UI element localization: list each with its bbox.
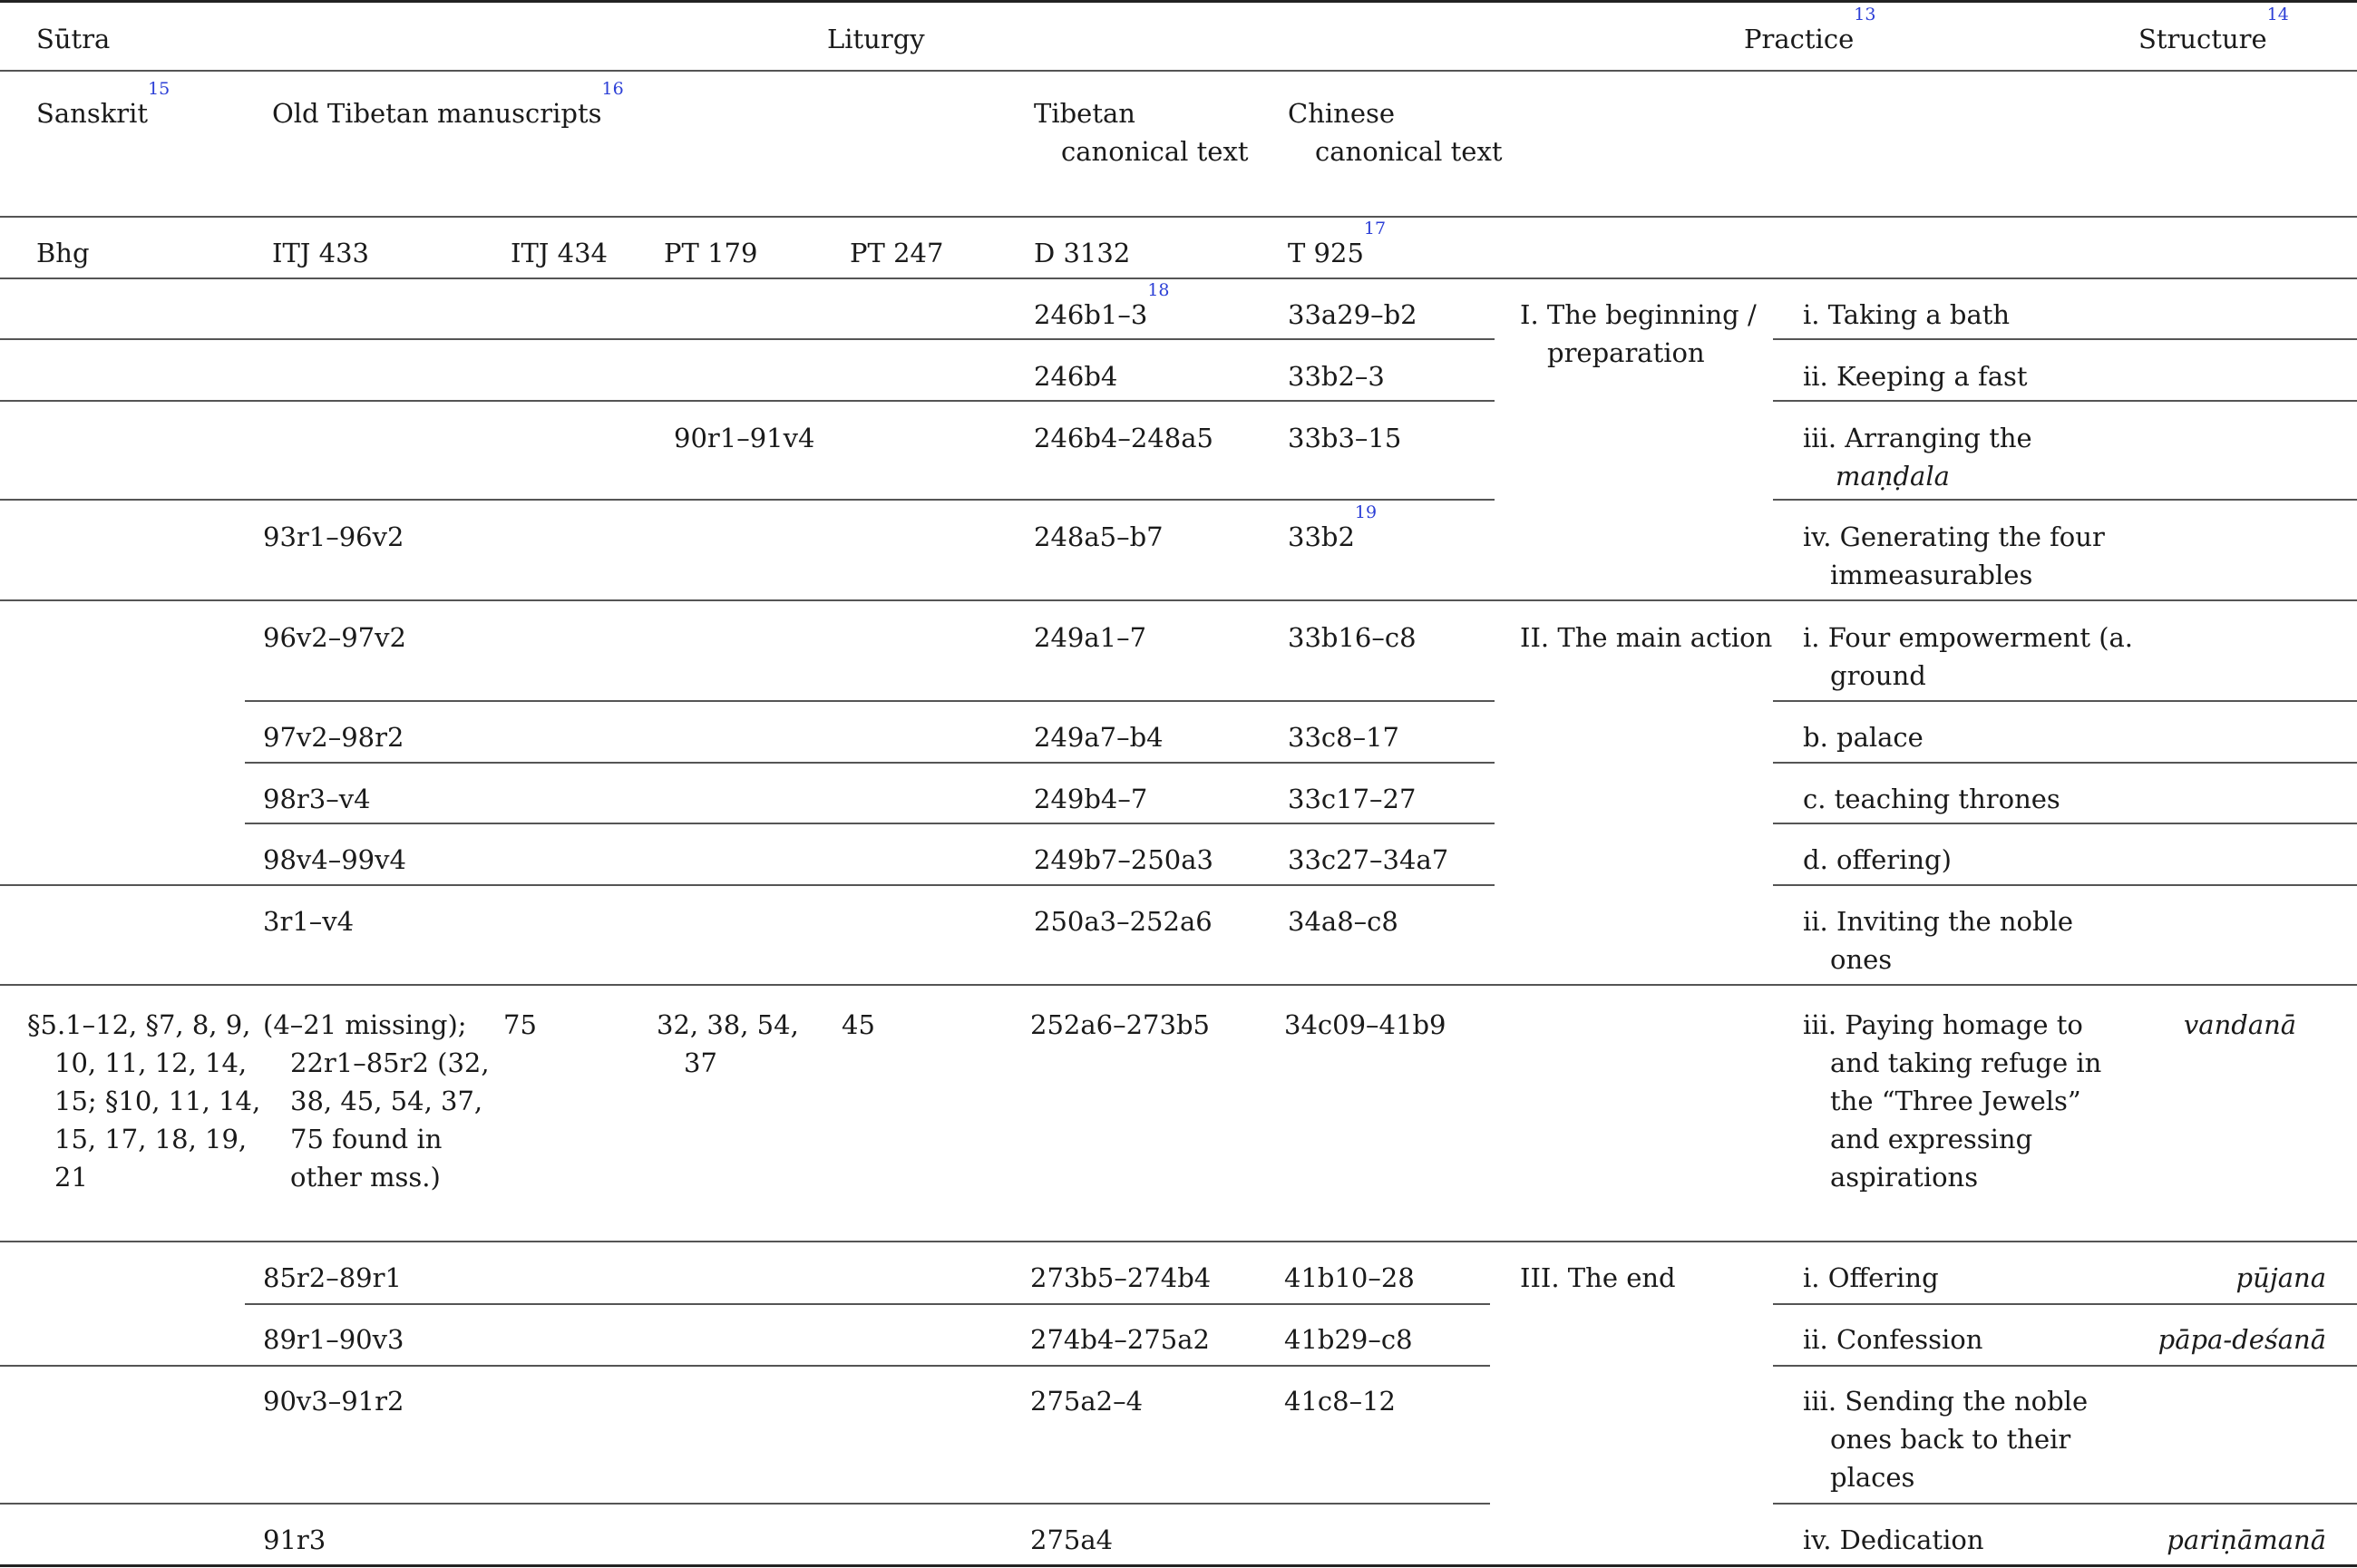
rule: [0, 1241, 2357, 1242]
footnote-ref[interactable]: 17: [1363, 219, 1387, 239]
cell-d: 246b4–248a5: [1034, 423, 1213, 453]
footnote-ref[interactable]: 19: [1354, 502, 1378, 522]
cell-d: 249a1–7: [1034, 622, 1147, 653]
cell-structure-term: maṇḍala: [1836, 461, 1950, 492]
header-sutra: Sūtra: [36, 24, 111, 54]
header-practice: Practice$^{13}$: [1744, 5, 1876, 54]
cell-d: $246b1-3^{18}$: [1034, 280, 1170, 330]
cell-itj433: 98v4–99v4: [263, 844, 406, 875]
cell-d: 249a7–b4: [1034, 722, 1164, 753]
cell-structure: iv. Dedication: [1803, 1524, 1984, 1555]
cell-structure: ii. Inviting the noble ones: [1803, 906, 2074, 975]
cell-itj433: 3r1–v4: [263, 906, 355, 937]
cell-structure: ii. Confession: [1803, 1324, 1983, 1355]
header-tibetan-canonical: Tibetan canonical text: [1034, 98, 1249, 167]
cell-structure: iii. Arranging the: [1803, 423, 2032, 453]
rule: [0, 400, 1495, 402]
cell-term: pāpa-deśanā: [2157, 1324, 2326, 1355]
cell-t: 41b10–28: [1284, 1262, 1415, 1293]
rule: [0, 1503, 1490, 1505]
header-structure: Structure$^{14}$: [2138, 5, 2289, 54]
cell-d: 248a5–b7: [1034, 521, 1164, 552]
rule: [0, 599, 2357, 601]
header-itj433: ITJ 433: [272, 238, 369, 268]
header-t925: T $925^{17}$: [1288, 219, 1387, 268]
cell-itj433: 97v2–98r2: [263, 722, 404, 753]
cell-t: 41c8–12: [1284, 1386, 1396, 1417]
cell-structure: iii. Paying homage to and taking refuge in the “Three Jewels” and expressing aspirations: [1803, 1009, 2102, 1193]
cell-term: pūjana: [2235, 1262, 2326, 1293]
cell-d: 250a3–252a6: [1034, 906, 1213, 937]
rule: [0, 884, 1495, 886]
cell-t: 33b16–c8: [1288, 622, 1417, 653]
cell-t: 34c09–41b9: [1284, 1009, 1446, 1040]
cell-structure: iv. Generating the four immeasurables: [1803, 521, 2105, 590]
footnote-ref[interactable]: 18: [1147, 280, 1170, 300]
cell-term: vandanā: [2183, 1009, 2297, 1040]
cell-itj434: 75: [503, 1009, 537, 1040]
cell-pt179: 90r1–91v4: [674, 423, 815, 453]
cell-pt247: 45: [842, 1009, 875, 1040]
rule: [1773, 1303, 2357, 1305]
cell-t: 34a8–c8: [1288, 906, 1398, 937]
rule: [1773, 499, 2357, 501]
header-d3132: D 3132: [1034, 238, 1131, 268]
rule: [245, 700, 1495, 702]
header-pt247: PT 247: [850, 238, 944, 268]
rule: [0, 984, 2357, 986]
cell-itj433: 96v2–97v2: [263, 622, 406, 653]
cell-structure: i. Offering: [1803, 1262, 1939, 1293]
header-itj434: ITJ 434: [511, 238, 608, 268]
rule: [0, 499, 1495, 501]
rule: [0, 216, 2357, 218]
cell-itj433: (4–21 missing); 22r1–85r2 (32, 38, 45, 54, 37, 75 found in other mss.): [263, 1009, 490, 1193]
rule: [1773, 762, 2357, 764]
cell-d: 249b4–7: [1034, 784, 1148, 814]
cell-t: 33c17–27: [1288, 784, 1417, 814]
rule: [1773, 1365, 2357, 1367]
cell-itj433: 85r2–89r1: [263, 1262, 402, 1293]
cell-bhg: §5.1–12, §7, 8, 9, 10, 11, 12, 14, 15; §10, 11, 14, 15, 17, 18, 19, 21: [27, 1009, 261, 1193]
cell-d: 249b7–250a3: [1034, 844, 1213, 875]
cell-itj433: 89r1–90v3: [263, 1324, 404, 1355]
footnote-ref[interactable]: 15: [148, 79, 170, 99]
rule: [1773, 884, 2357, 886]
rule: [0, 1365, 1490, 1367]
cell-structure: i. Taking a bath: [1803, 299, 2011, 330]
rule: [245, 1303, 1490, 1305]
footnote-ref[interactable]: 14: [2266, 5, 2289, 24]
header-liturgy: Liturgy: [827, 24, 925, 54]
cell-term: pariṇāmanā: [2167, 1524, 2326, 1555]
cell-d: 274b4–275a2: [1030, 1324, 1210, 1355]
rule: [1773, 823, 2357, 824]
table-bottom-rule: [0, 1564, 2357, 1567]
rule: [1773, 1503, 2357, 1505]
cell-structure: c. teaching thrones: [1803, 784, 2060, 814]
table-top-rule: [0, 0, 2357, 3]
cell-t: 33a29–b2: [1288, 299, 1417, 330]
rule: [1773, 400, 2357, 402]
rule: [245, 762, 1495, 764]
rule: [0, 278, 2357, 279]
cell-t: $33b2^{19}$: [1288, 502, 1378, 552]
cell-structure: b. palace: [1803, 722, 1924, 753]
rule: [245, 823, 1495, 824]
cell-itj433: 93r1–96v2: [263, 521, 404, 552]
rule: [1773, 700, 2357, 702]
header-sanskrit: Sanskrit$^{15}$: [36, 79, 170, 129]
cell-practice: III. The end: [1520, 1262, 1676, 1293]
cell-structure: i. Four empowerment (a. ground: [1803, 622, 2134, 691]
cell-itj433: 98r3–v4: [263, 784, 371, 814]
cell-practice: I. The beginning / preparation: [1520, 299, 1757, 368]
rule: [1773, 338, 2357, 340]
footnote-ref[interactable]: 16: [601, 79, 624, 99]
rule: [0, 70, 2357, 72]
header-old-tibetan: Old Tibetan manuscripts$^{16}$: [272, 79, 624, 129]
cell-d: 273b5–274b4: [1030, 1262, 1212, 1293]
cell-t: 33b3–15: [1288, 423, 1402, 453]
cell-structure: iii. Sending the noble ones back to their places: [1803, 1386, 2089, 1493]
cell-itj433: 90v3–91r2: [263, 1386, 404, 1417]
cell-d: 275a2–4: [1030, 1386, 1144, 1417]
cell-d: 252a6–273b5: [1030, 1009, 1210, 1040]
cell-structure: ii. Keeping a fast: [1803, 361, 2028, 392]
cell-practice: II. The main action: [1520, 622, 1773, 653]
cell-t: 33c27–34a7: [1288, 844, 1449, 875]
cell-d: 246b4: [1034, 361, 1118, 392]
header-chinese-canonical: Chinese canonical text: [1288, 98, 1503, 167]
cell-d: 275a4: [1030, 1524, 1114, 1555]
cell-t: 33b2–3: [1288, 361, 1385, 392]
cell-structure: d. offering): [1803, 844, 1952, 875]
cell-t: 41b29–c8: [1284, 1324, 1413, 1355]
cell-t: 33c8–17: [1288, 722, 1399, 753]
rule: [0, 338, 1495, 340]
cell-pt179: 32, 38, 54, 37: [657, 1009, 799, 1078]
cell-itj433: 91r3: [263, 1524, 326, 1555]
header-pt179: PT 179: [664, 238, 758, 268]
footnote-ref[interactable]: 13: [1854, 5, 1876, 24]
header-bhg: Bhg: [36, 238, 90, 268]
